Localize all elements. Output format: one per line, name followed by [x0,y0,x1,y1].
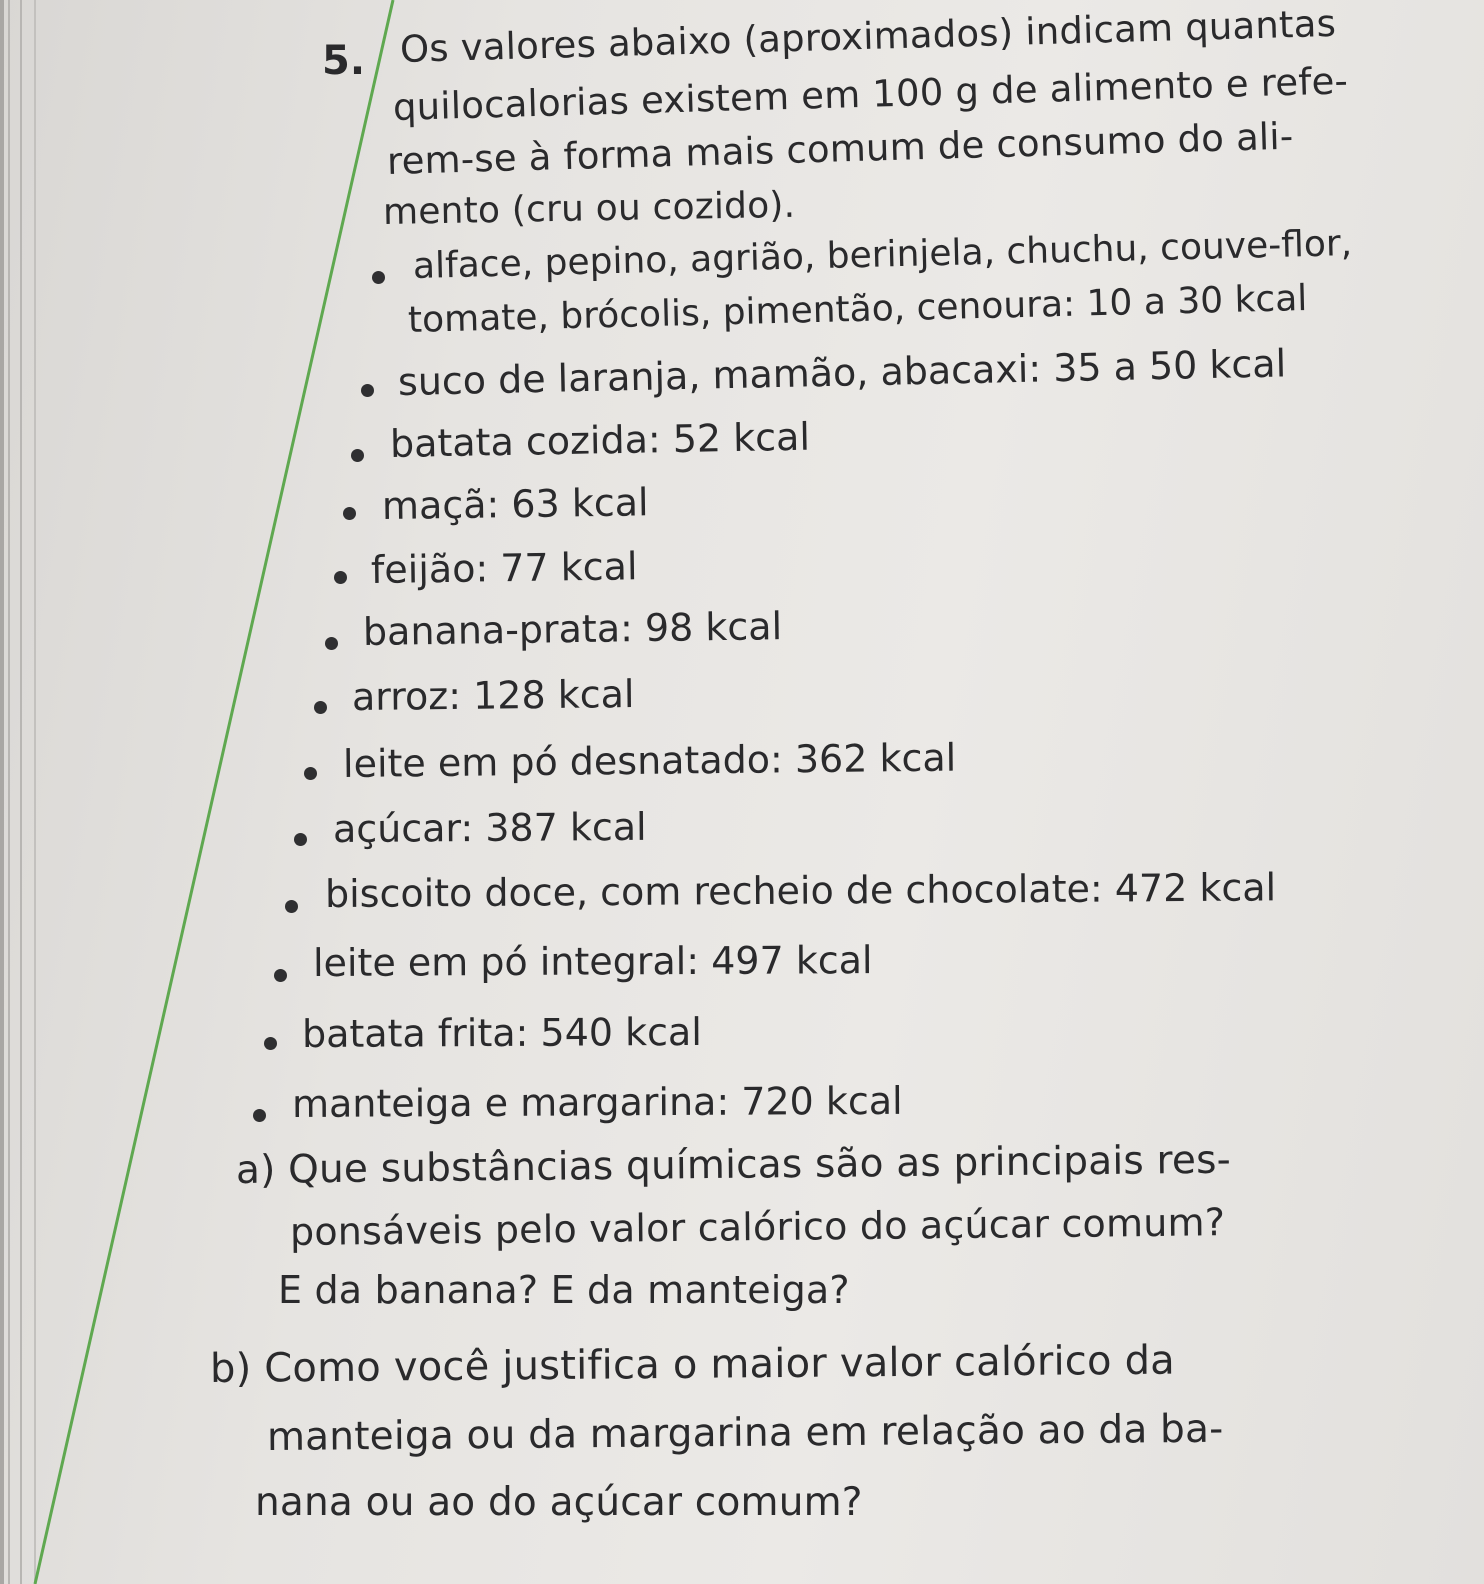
bullet [343,507,356,520]
bullet [361,384,374,397]
list-item: tomate, brócolis, pimentão, cenoura: 10 a 30 kcal [407,278,1308,341]
intro-line: mento (cru ou cozido). [382,184,796,233]
question-number: 5. [322,38,366,84]
list-item: banana-prata: 98 kcal [362,604,783,654]
list-item: batata frita: 540 kcal [301,1009,702,1056]
list-item: alface, pepino, agrião, berinjela, chuchu, couve-flor, [412,223,1353,287]
sub-question-a: a) Que substâncias químicas são as principais res- [235,1137,1232,1193]
bullet [372,271,385,284]
list-item: biscoito doce, com recheio de chocolate: 472 kcal [324,865,1277,916]
sub-question-a: ponsáveis pelo valor calórico do açúcar comum? [289,1200,1226,1254]
bullet [314,701,327,714]
list-item: arroz: 128 kcal [351,672,635,719]
bullet [285,900,298,913]
sub-question-b: manteiga ou da margarina em relação ao da ba- [266,1406,1224,1460]
bullet [325,637,338,650]
list-item: leite em pó integral: 497 kcal [312,938,873,985]
bullet [264,1037,277,1050]
sub-question-b: nana ou ao do açúcar comum? [255,1480,863,1525]
sub-question-b: b) Como você justifica o maior valor calórico da [209,1337,1176,1392]
intro-line: Os valores abaixo (aproximados) indicam quantas [399,1,1337,71]
list-item: feijão: 77 kcal [370,544,638,592]
bullet [294,833,307,846]
bullet [253,1109,266,1122]
list-item: leite em pó desnatado: 362 kcal [342,735,957,786]
list-item: batata cozida: 52 kcal [389,414,811,466]
bullet [274,969,287,982]
bullet [351,449,364,462]
list-item: suco de laranja, mamão, abacaxi: 35 a 50 kcal [397,341,1287,404]
bullet [334,571,347,584]
list-item: maçã: 63 kcal [381,480,649,528]
intro-line: rem-se à forma mais comum de consumo do ali- [386,114,1294,183]
bullet [304,767,317,780]
list-item: açúcar: 387 kcal [332,804,647,851]
list-item: manteiga e margarina: 720 kcal [291,1078,903,1126]
sub-question-a: E da banana? E da manteiga? [278,1268,850,1312]
intro-line: quilocalorias existem em 100 g de alimento e refe- [392,59,1349,129]
